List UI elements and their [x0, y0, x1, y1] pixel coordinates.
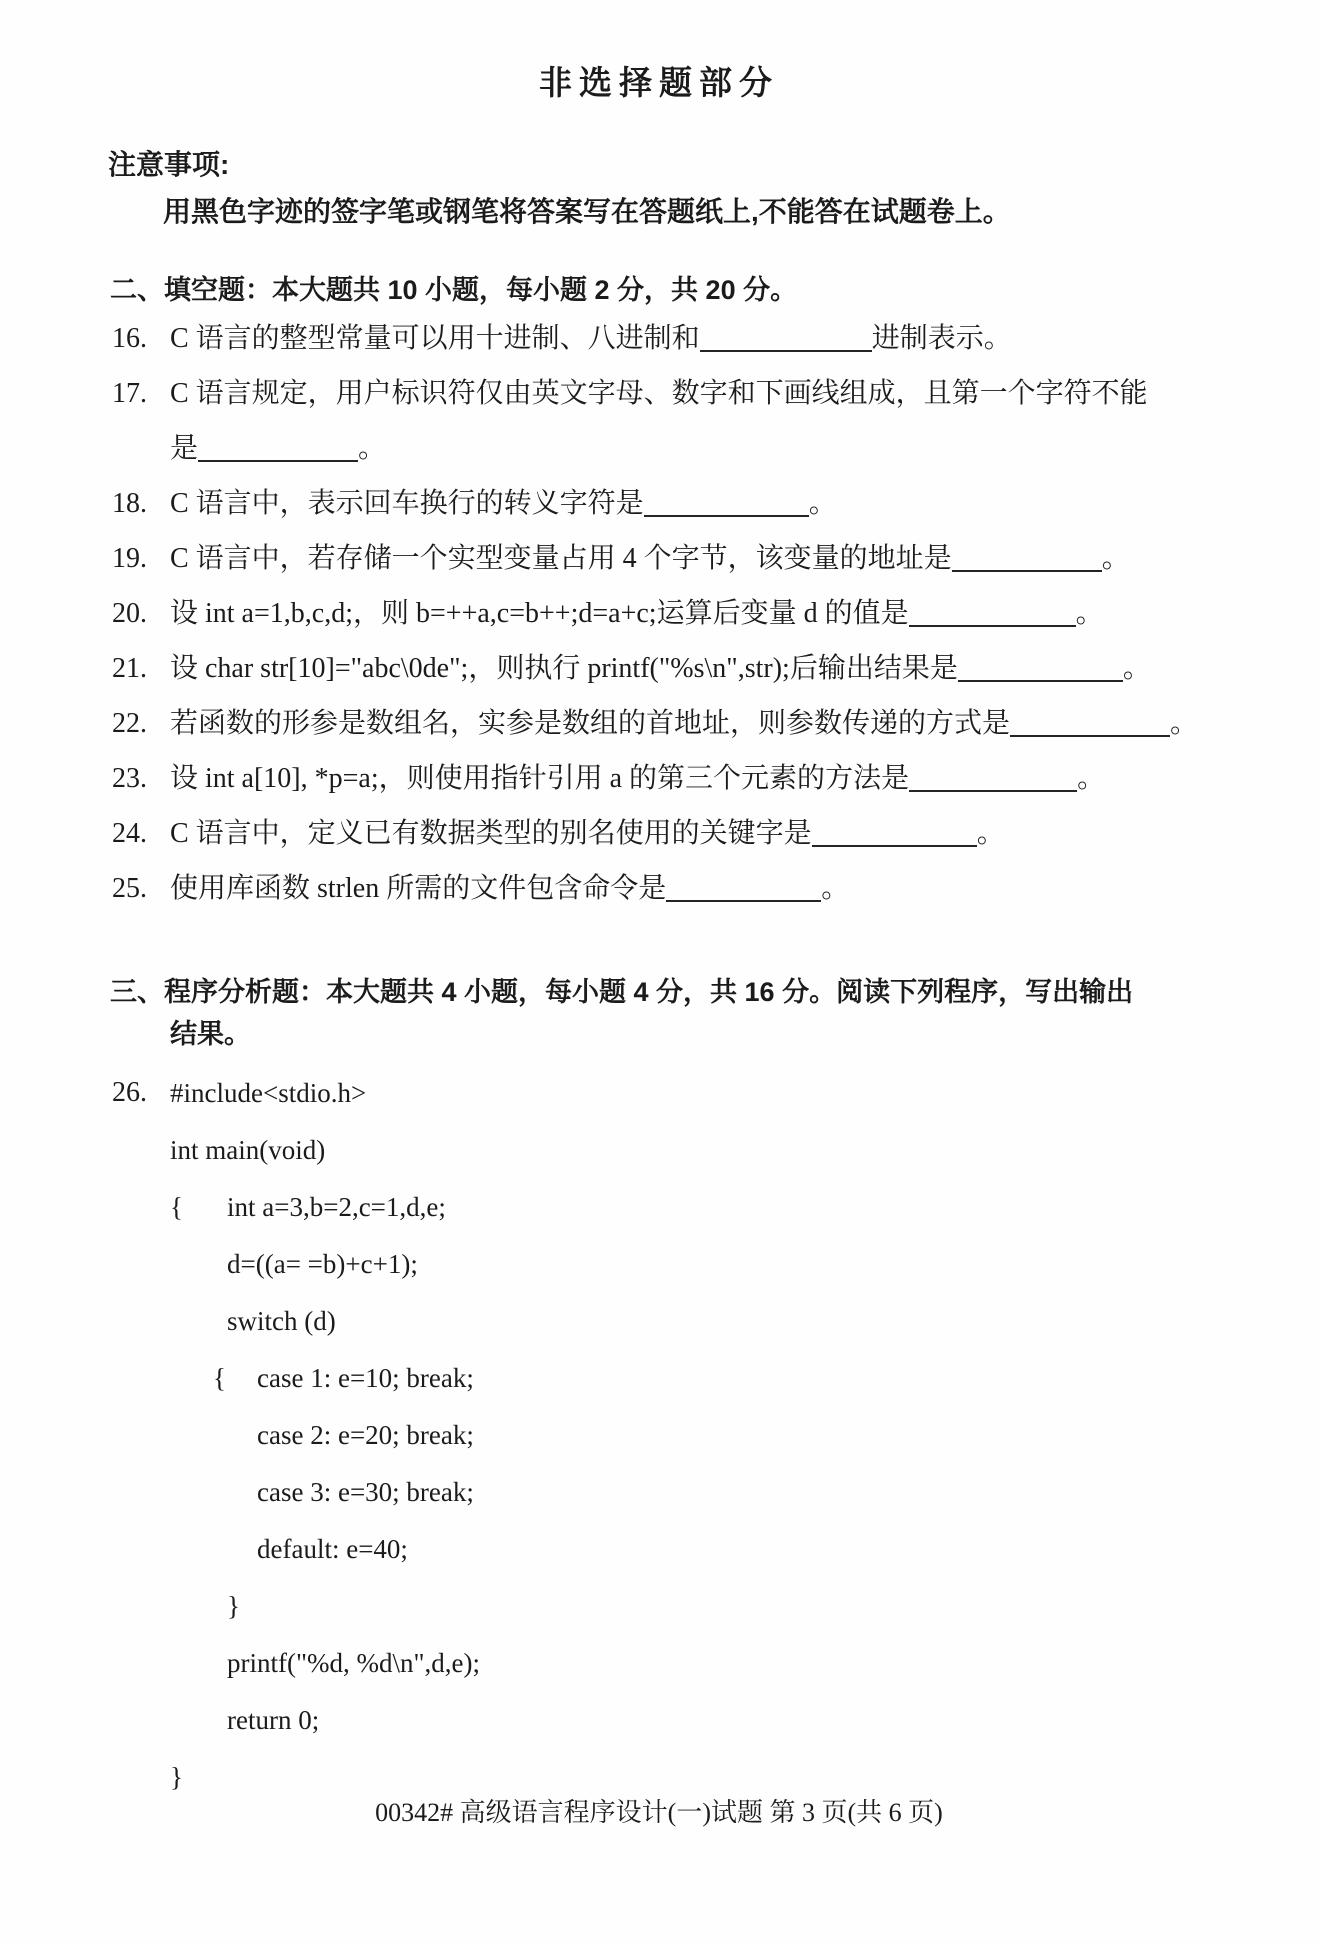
answer-blank	[909, 770, 1077, 792]
program-number: 26.	[112, 1077, 147, 1108]
code-text: switch (d)	[227, 1306, 336, 1336]
item-text-post: 。	[1122, 653, 1151, 684]
item-text-post: 。	[821, 873, 850, 904]
code-line	[0, 1247, 1318, 1281]
answer-blank	[952, 550, 1102, 572]
analysis-section-heading-cont: 结果。	[170, 1019, 251, 1049]
answer-blank	[958, 660, 1123, 682]
code-text: default: e=40;	[257, 1534, 408, 1564]
item-number: 25.	[112, 873, 147, 904]
item-text-post: 。	[358, 433, 387, 464]
code-line	[0, 1475, 1318, 1509]
item-number: 23.	[112, 763, 147, 794]
open-brace: {	[170, 1192, 183, 1222]
code-line	[0, 1133, 1318, 1167]
item-number: 16.	[112, 323, 147, 354]
item-text-post: 。	[1075, 598, 1104, 629]
fill-item-22	[0, 707, 1318, 741]
item-number: 20.	[112, 598, 147, 629]
code-text: d=((a= =b)+c+1);	[227, 1249, 418, 1279]
item-number: 22.	[112, 708, 147, 739]
page-title: 非选择题部分	[539, 64, 779, 101]
notice-text: 用黑色字迹的签字笔或钢笔将答案写在答题纸上,不能答在试题卷上。	[163, 196, 1011, 227]
item-text-pre: C 语言的整型常量可以用十进制、八进制和	[170, 323, 700, 354]
fill-item-16	[0, 322, 1318, 356]
answer-blank	[812, 825, 977, 847]
code-line	[0, 1361, 1318, 1395]
item-number: 17.	[112, 378, 147, 409]
notice-heading: 注意事项:	[108, 149, 230, 180]
answer-blank	[198, 440, 358, 462]
code-text: }	[227, 1591, 240, 1621]
code-text: int a=3,b=2,c=1,d,e;	[227, 1192, 446, 1222]
code-line	[0, 1304, 1318, 1338]
fill-item-20	[0, 597, 1318, 631]
code-line	[0, 1646, 1318, 1680]
item-text-pre: 设 int a[10], *p=a;，则使用指针引用 a 的第三个元素的方法是	[170, 763, 910, 794]
item-number: 18.	[112, 488, 147, 519]
fill-item-18	[0, 487, 1318, 521]
answer-blank	[909, 605, 1076, 627]
code-line	[0, 1418, 1318, 1452]
fill-section-heading: 二、填空题：本大题共 10 小题，每小题 2 分，共 20 分。	[110, 275, 798, 305]
code-text: case 1: e=10; break;	[257, 1363, 474, 1393]
code-text: int main(void)	[170, 1135, 326, 1165]
code-text: case 2: e=20; break;	[257, 1420, 474, 1450]
code-text: return 0;	[227, 1705, 320, 1735]
item-text-pre: C 语言中，表示回车换行的转义字符是	[170, 488, 644, 519]
code-line	[0, 1703, 1318, 1737]
fill-item-17-cont	[0, 432, 1318, 466]
item-text-pre: C 语言中，若存储一个实型变量占用 4 个字节，该变量的地址是	[170, 543, 952, 574]
open-brace: {	[213, 1363, 226, 1393]
item-text-pre: 设 char str[10]="abc\0de";，则执行 printf("%s\n",str);后输出结果是	[170, 653, 958, 684]
code-line	[0, 1076, 1318, 1110]
answer-blank	[644, 495, 809, 517]
code-text: #include<stdio.h>	[170, 1078, 367, 1108]
item-text-post: 。	[976, 818, 1005, 849]
item-text-pre: C 语言规定，用户标识符仅由英文字母、数字和下画线组成，且第一个字符不能	[170, 378, 1148, 409]
code-text: case 3: e=30; break;	[257, 1477, 474, 1507]
code-text: }	[170, 1762, 183, 1792]
item-text-post: 。	[1101, 543, 1130, 574]
page-footer: 00342# 高级语言程序设计(一)试题 第 3 页(共 6 页)	[375, 1798, 943, 1827]
item-number: 19.	[112, 543, 147, 574]
item-text-post: 进制表示。	[871, 323, 1012, 354]
code-line	[0, 1190, 1318, 1224]
item-text-post: 。	[808, 488, 837, 519]
item-text-post: 。	[1077, 763, 1106, 794]
fill-item-17	[0, 377, 1318, 411]
fill-item-23	[0, 762, 1318, 796]
fill-item-24	[0, 817, 1318, 851]
item-text-pre: 若函数的形参是数组名，实参是数组的首地址，则参数传递的方式是	[170, 708, 1011, 739]
item-number: 21.	[112, 653, 147, 684]
code-line	[0, 1532, 1318, 1566]
answer-blank	[666, 880, 821, 902]
item-text-post: 。	[1170, 708, 1199, 739]
answer-blank	[1010, 715, 1170, 737]
item-number: 24.	[112, 818, 147, 849]
item-text-pre: 使用库函数 strlen 所需的文件包含命令是	[170, 873, 667, 904]
analysis-section-heading: 三、程序分析题：本大题共 4 小题，每小题 4 分，共 16 分。阅读下列程序，写出输出	[110, 977, 1134, 1007]
code-line	[0, 1760, 1318, 1794]
item-text-pre: 设 int a=1,b,c,d;，则 b=++a,c=b++;d=a+c;运算后变量 d 的值是	[170, 598, 909, 629]
fill-item-21	[0, 652, 1318, 686]
code-text: printf("%d, %d\n",d,e);	[227, 1648, 480, 1678]
fill-item-25	[0, 872, 1318, 906]
item-text-pre: C 语言中，定义已有数据类型的别名使用的关键字是	[170, 818, 812, 849]
code-line	[0, 1589, 1318, 1623]
item-text-pre: 是	[170, 433, 199, 464]
answer-blank	[700, 330, 872, 352]
fill-item-19	[0, 542, 1318, 576]
